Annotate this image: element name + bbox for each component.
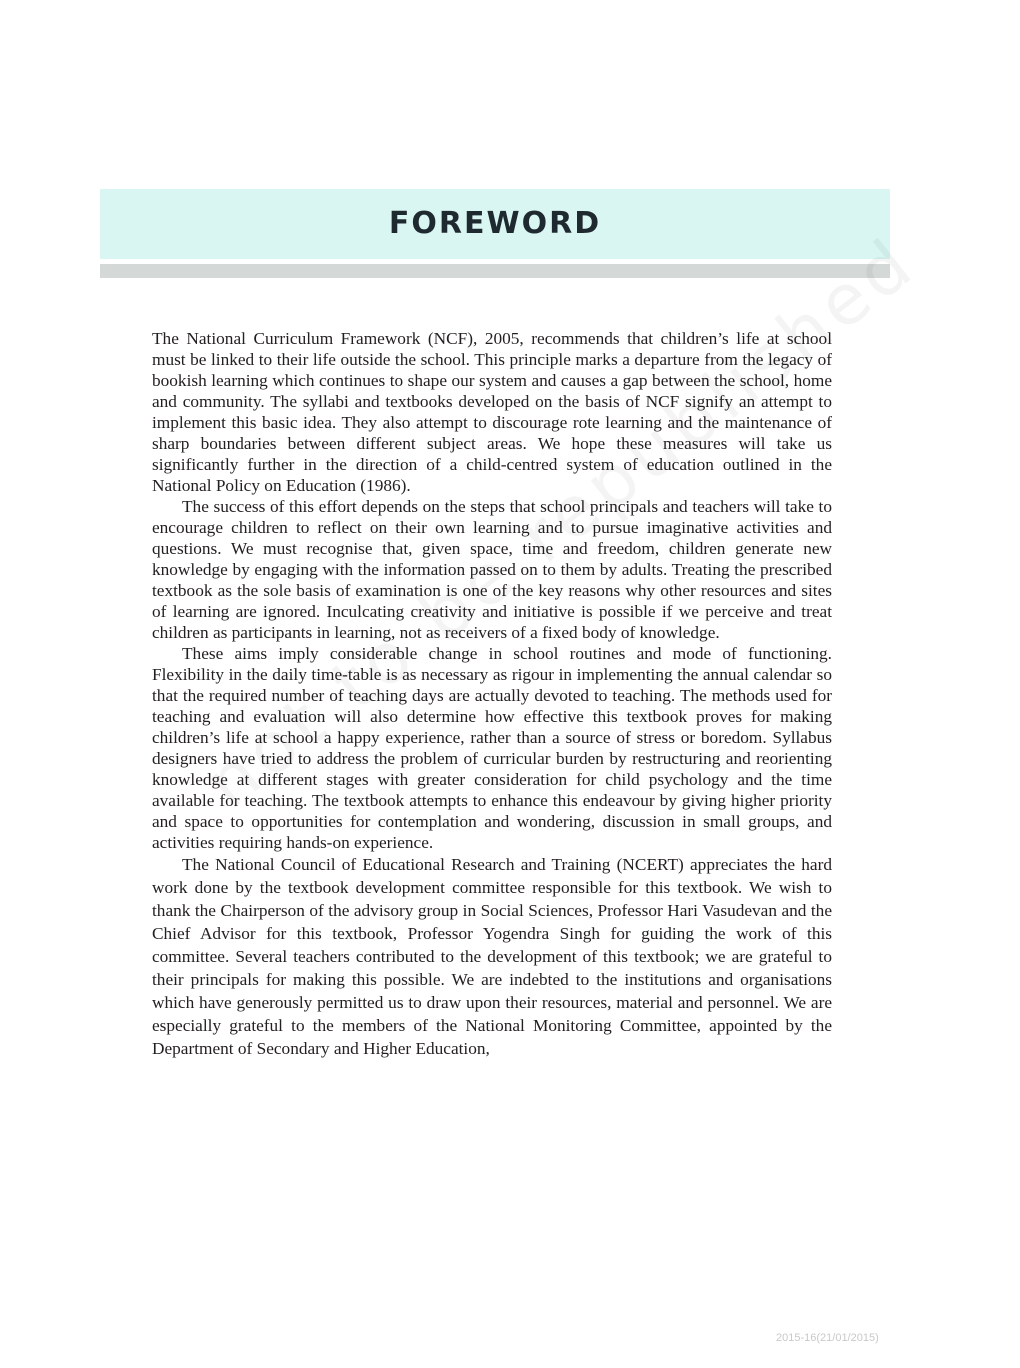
paragraph-2: The success of this effort depends on the steps that school principals and teachers will take to encourage children to reflect on their own learning and to pursue imaginative activities and questions. We must recognise that, given space, time and freedom, children generate new knowledge by engaging with the information passed on to them by adults. Treating the prescribed textbook as the sole basis of examination is one of the key reasons why other resources and sites of learning are ignored. Inculcating creativity and initiative is possible if we perceive and treat children as participants in learning, not as receivers of a fixed body of knowledge.: [152, 497, 832, 642]
foreword-body: [152, 328, 832, 1060]
paragraph-4: The National Council of Educational Research and Training (NCERT) appreciates the hard work done by the textbook development committee responsible for this textbook. We wish to thank the Chairperson of the advisory group in Social Sciences, Professor Hari Vasudevan and the Chief Advisor for this textbook, Professor Yogendra Singh for guiding the work of this committee. Several teachers contributed to the development of this textbook; we are grateful to their principals for making this possible. We are indebted to the institutions and organisations which have generously permitted us to draw upon their resources, material and personnel. We are especially grateful to the members of the National Monitoring Committee, appointed by the Department of Secondary and Higher Education,: [152, 855, 832, 1058]
paragraph-3: These aims imply considerable change in school routines and mode of functioning. Flexibility in the daily time-table is as necessary as rigour in implementing the annual calendar so that the required number of teaching days are actually devoted to teaching. The methods used for teaching and evaluation will also determine how effective this textbook proves for making children’s life at school a happy experience, rather than a source of stress or boredom. Syllabus designers have tried to address the problem of curricular burden by restructuring and reorienting knowledge at different stages with greater consideration for child psychology and the time available for teaching. The textbook attempts to enhance this endeavour by giving higher priority and space to opportunities for contemplation and wondering, discussion in small groups, and activities requiring hands-on experience.: [152, 644, 832, 852]
header-divider: [100, 264, 890, 278]
print-date-stamp: 2015-16(21/01/2015): [776, 1332, 879, 1344]
paragraph-1: The National Curriculum Framework (NCF), 2005, recommends that children’s life at school must be linked to their life outside the school. This principle marks a departure from the legacy of bookish learning which continues to shape our system and causes a gap between the school, home and community. The syllabi and textbooks developed on the basis of NCF signify an attempt to implement this basic idea. They also attempt to discourage rote learning and the maintenance of sharp boundaries between different subject areas. We hope these measures will take us significantly further in the direction of a child-centred system of education outlined in the National Policy on Education (1986).: [152, 329, 832, 495]
page-title: FOREWORD: [388, 206, 602, 241]
header-band: [100, 189, 890, 259]
